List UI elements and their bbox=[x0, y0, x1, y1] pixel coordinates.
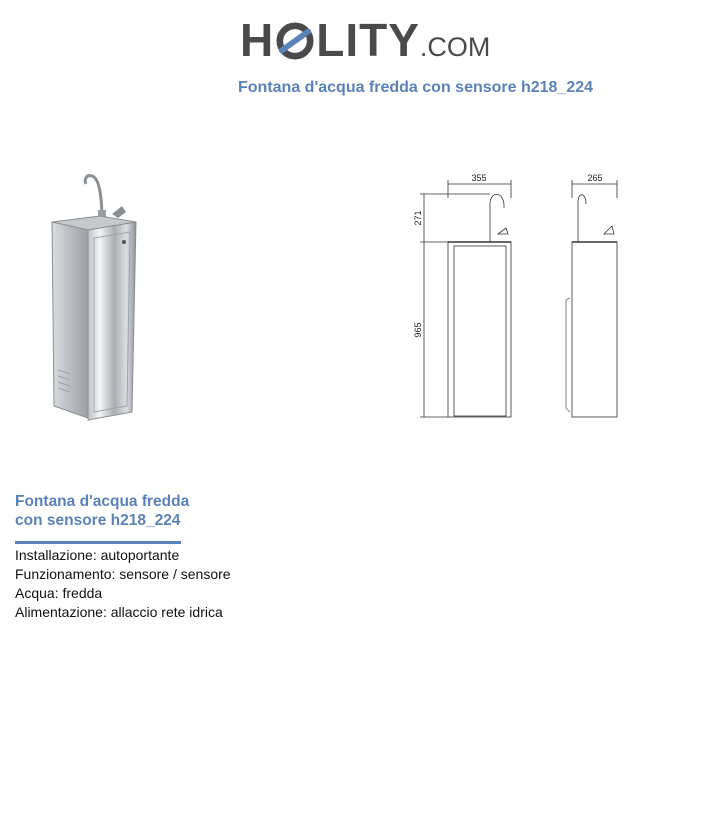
spec-funzionamento: Funzionamento: sensore / sensore bbox=[15, 566, 231, 582]
page-title: Fontana d'acqua fredda con sensore h218_224 bbox=[238, 79, 594, 96]
logo-letter-h: H bbox=[240, 14, 275, 66]
product-title-line-1: Fontana d'acqua fredda bbox=[15, 493, 190, 510]
dim-width-label: 355 bbox=[471, 173, 487, 183]
spec-list bbox=[15, 546, 231, 622]
title-divider bbox=[15, 541, 181, 544]
product-photo bbox=[40, 170, 150, 425]
dim-depth-label: 265 bbox=[587, 173, 603, 183]
dim-height-label: 965 bbox=[413, 322, 423, 338]
logo-letters-lity: LITY bbox=[316, 14, 420, 66]
logo-wordmark bbox=[240, 14, 490, 73]
logo-o-icon bbox=[276, 22, 314, 60]
dim-spout-label: 271 bbox=[413, 210, 423, 226]
logo-suffix: .COM bbox=[419, 32, 491, 62]
product-title-line-2: con sensore h218_224 bbox=[15, 512, 181, 529]
spec-installazione: Installazione: autoportante bbox=[15, 547, 180, 563]
product-title bbox=[15, 492, 255, 530]
spec-alimentazione: Alimentazione: allaccio rete idrica bbox=[15, 604, 223, 620]
spec-acqua: Acqua: fredda bbox=[15, 585, 103, 601]
technical-drawing bbox=[410, 168, 625, 423]
brand-logo[interactable] bbox=[240, 10, 491, 72]
